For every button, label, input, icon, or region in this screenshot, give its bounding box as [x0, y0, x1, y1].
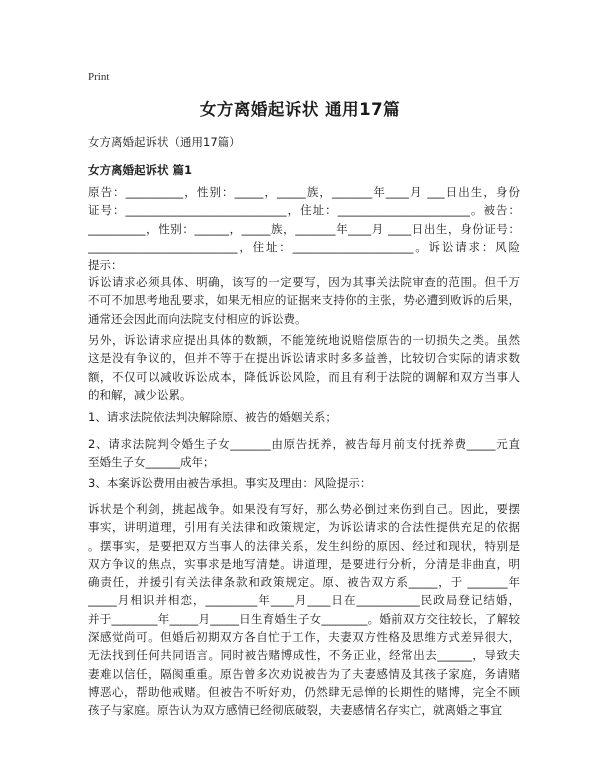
- text-line: 原告：__________，性别：_____，_____族，_______年____月 ___日出生，身份: [88, 185, 520, 199]
- text-line: 的和解，减少讼累。: [88, 387, 192, 402]
- paragraph: [88, 331, 520, 404]
- text-line: 确责任，并援引有关法律条款和政策规定。原、被告双方系_____，于 _______年: [88, 575, 520, 590]
- text-line: 深感觉尚可。但婚后初期双方各自忙于工作，夫妻双方性格及思维方式差异很大，: [88, 630, 520, 645]
- text-line: 提示：: [88, 258, 123, 273]
- paragraph: [88, 500, 520, 720]
- text-line: 额，不仅可以减收诉讼成本，降低诉讼风险，而且有利于法院的调解和双方当事人: [88, 369, 520, 384]
- document-title: 女方离婚起诉状 通用17篇: [199, 100, 401, 119]
- text-line: 并于________年_____月_____日生育婚生子女________。婚前双方交往较长，了解较: [88, 611, 520, 626]
- text-line: 这是没有争议的，但并不等于在提出诉讼请求时多多益善，比较切合实际的请求数: [88, 351, 520, 366]
- paragraph: [88, 408, 520, 426]
- text-line: 另外，诉讼请求应提出具体的数额，不能笼统地说赔偿原告的一切损失之类。虽然: [88, 333, 520, 347]
- text-line: 双方争议的焦点，实事求是地写清楚。讲道理，是要进行分析，分清是非曲直，明: [88, 556, 520, 571]
- text-line: 博恶心，帮助他戒赌。但被告不听好劝，仍然肆无忌惮的长期性的赌博，完全不顾: [88, 684, 520, 699]
- text-line: 诉状是个利剑，挑起战争。如果没有写好，那么势必倒过来伤到自己。因此，要摆: [88, 502, 520, 516]
- text-line: __________，性别：______，_____族，_______年____月 ____日出生，身份证号：: [88, 221, 520, 236]
- text-line: 诉讼请求必须具体、明确，该写的一定要写，因为其事关法院审查的范围。但千万: [88, 275, 520, 289]
- paragraph: [88, 435, 520, 472]
- text-line: 。摆事实，是要把双方当事人的法律关系，发生纠纷的原因、经过和现状，特别是: [88, 538, 520, 553]
- text-line: 无法找到任何共同语言。同时被告赌博成性，不务正业，经常出去______，导致夫: [88, 648, 520, 663]
- text-line: 孩子与家庭。原告认为双方感情已经彻底破裂，夫妻感情名存实亡，就离婚之事宜: [88, 703, 502, 718]
- text-line: __________________________，住址：_____________________。诉讼请求：风险: [88, 239, 520, 254]
- text-line: 不可不加思考地乱要求，如果无相应的证据来支持你的主张，势必遭到败诉的后果，: [88, 293, 520, 308]
- print-label: Print: [88, 71, 110, 83]
- text-line: 证号：____________________________，住址：_______________________。被告：: [88, 203, 520, 218]
- paragraph: [88, 273, 520, 328]
- text-line: 2、请求法院判令婚生子女_______由原告抚养，被告每月前支付抚养费_____元直: [88, 437, 520, 451]
- section-heading: 女方离婚起诉状 篇1: [88, 163, 193, 177]
- text-line: _____月相识并相恋，_________年____月____日在___________民政局登记结婚，: [88, 593, 520, 608]
- paragraph: [88, 183, 520, 274]
- document-subtitle: 女方离婚起诉状（通用17篇）: [88, 135, 241, 149]
- paragraph: [88, 474, 520, 492]
- text-line: 通常还会因此而向法院支付相应的诉讼费。: [88, 311, 307, 326]
- text-line: 事实，讲明道理，引用有关法律和政策规定，为诉讼请求的合法性提供充足的依据: [88, 520, 520, 535]
- text-line: 妻难以信任，隔阂重重。原告曾多次劝说被告为了夫妻感情及其孩子家庭，务请赌: [88, 666, 520, 681]
- text-line: 至婚生子女______成年；: [88, 455, 215, 470]
- text-line: 1、请求法院依法判决解除原、被告的婚姻关系；: [88, 410, 337, 424]
- text-line: 3、本案诉讼费用由被告承担。事实及理由：风险提示：: [88, 476, 372, 490]
